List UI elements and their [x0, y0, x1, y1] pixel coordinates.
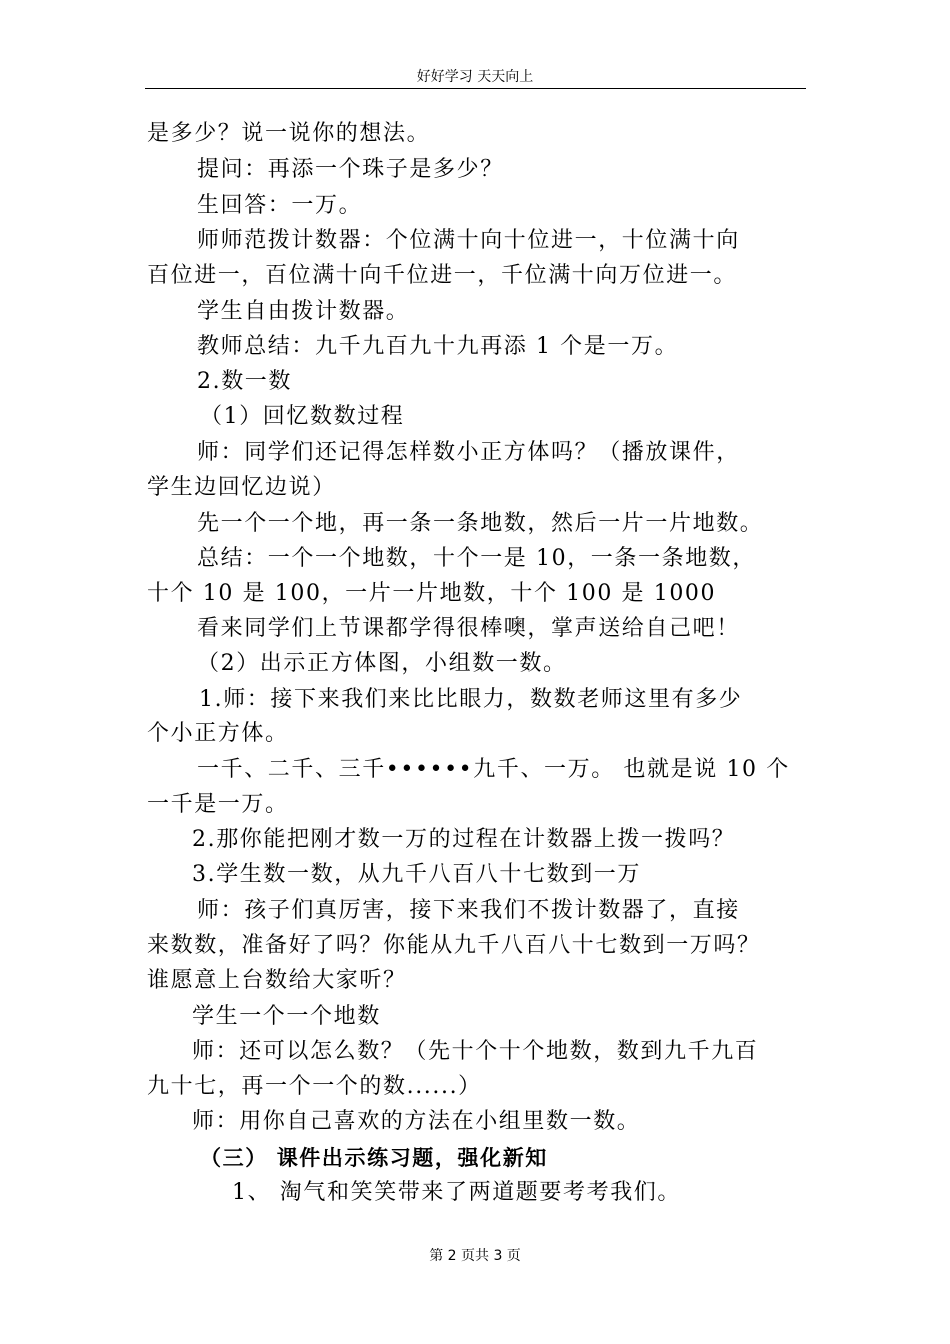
- body-line: 师：孩子们真厉害，接下来我们不拨计数器了，直接: [197, 898, 740, 923]
- body-line: 师：同学们还记得怎样数小正方体吗？（播放课件，: [197, 440, 740, 465]
- body-line: 2.那你能把刚才数一万的过程在计数器上拨一拨吗？: [192, 827, 736, 852]
- body-line: 师：还可以怎么数？（先十个十个地数，数到九千九百: [192, 1039, 759, 1064]
- body-line: 来数数，准备好了吗？你能从九千八百八十七数到一万吗？: [147, 933, 761, 958]
- body-line: 看来同学们上节课都学得很棒噢，掌声送给自己吧！: [197, 616, 740, 641]
- body-line: 谁愿意上台数给大家听？: [147, 968, 407, 993]
- body-line: 十个 10 是 100，一片一片地数，十个 100 是 1000: [147, 581, 717, 606]
- body-line: 师师范拨计数器：个位满十向十位进一，十位满十向: [197, 228, 740, 253]
- body-line: 九十七，再一个一个的数......）: [147, 1074, 482, 1099]
- subsection-heading: （1）回忆数数过程: [200, 404, 405, 429]
- page-header: 好好学习 天天向上: [416, 69, 534, 85]
- body-line: 个小正方体。: [147, 721, 289, 746]
- body-line: 学生边回忆边说）: [147, 475, 336, 500]
- section-heading: （三） 课件出示练习题，强化新知: [200, 1146, 548, 1170]
- body-line: 1、 淘气和笑笑带来了两道题要考考我们。: [232, 1180, 681, 1205]
- body-line: 师：用你自己喜欢的方法在小组里数一数。: [192, 1109, 641, 1134]
- body-line: 1.师：接下来我们来比比眼力，数数老师这里有多少: [199, 687, 743, 712]
- body-line: 是多少？说一说你的想法。: [147, 121, 431, 146]
- body-line: 一千是一万。: [147, 792, 289, 817]
- body-line: 先一个一个地，再一条一条地数，然后一片一片地数。: [197, 511, 764, 536]
- body-line: 一千、二千、三千••••••九千、一万。 也就是说 10 个: [197, 757, 790, 782]
- body-line: 3.学生数一数，从九千八百八十七数到一万: [192, 862, 641, 887]
- header-rule: [145, 88, 806, 89]
- body-line: 生回答：一万。: [197, 193, 363, 218]
- body-line: 提问：再添一个珠子是多少？: [197, 157, 504, 182]
- body-line: 百位进一，百位满十向千位进一，千位满十向万位进一。: [147, 263, 738, 288]
- body-line: 总结：一个一个地数，十个一是 10，一条一条地数，: [197, 546, 756, 571]
- body-line: 学生一个一个地数: [192, 1004, 381, 1029]
- subsection-heading: （2）出示正方体图，小组数一数。: [197, 651, 567, 676]
- body-line: 学生自由拨计数器。: [197, 299, 410, 324]
- body-line: 教师总结：九千九百九十九再添 1 个是一万。: [197, 334, 679, 359]
- section-heading: 2.数一数: [197, 369, 292, 394]
- page-footer: 第 2 页共 3 页: [429, 1248, 521, 1264]
